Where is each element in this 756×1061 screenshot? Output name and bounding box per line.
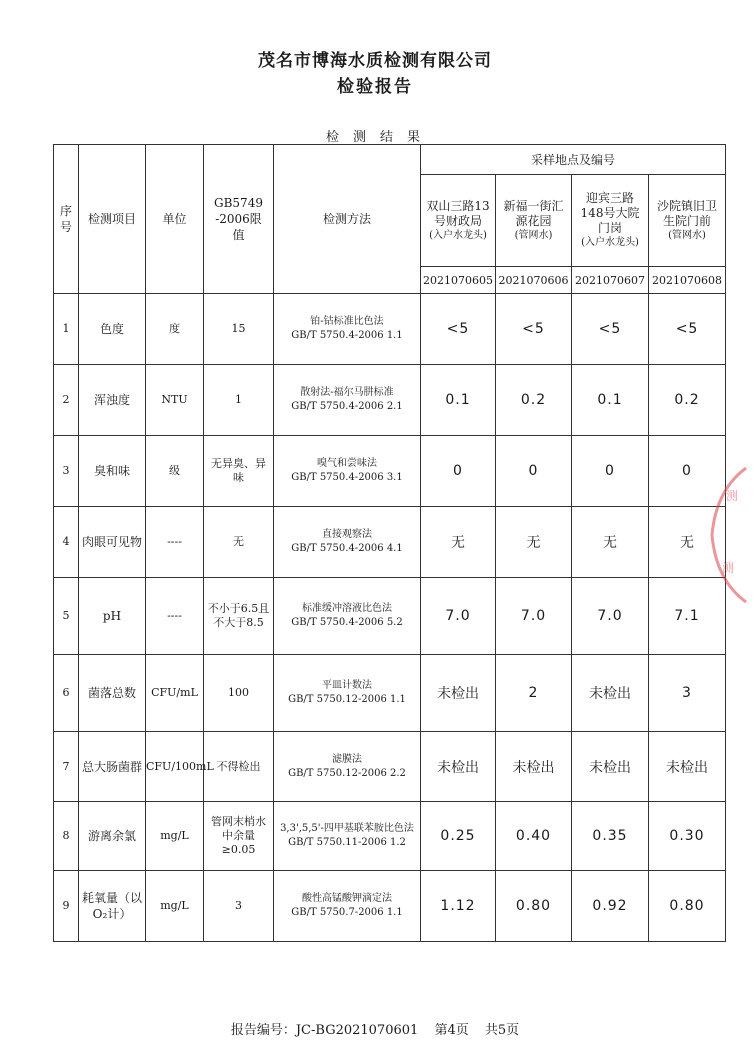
- row-seq: 2: [54, 365, 79, 436]
- result-value: <5: [649, 294, 726, 365]
- method-name: 嗅气和尝味法: [317, 458, 377, 469]
- result-value: 0.1: [572, 365, 649, 436]
- result-value: 0.1: [421, 365, 496, 436]
- method-standard: GB/T 5750.12-2006 2.2: [288, 767, 406, 779]
- row-limit: 15: [204, 294, 274, 365]
- page-number: 第4页: [434, 1023, 469, 1038]
- row-seq: 7: [54, 732, 79, 802]
- result-value: <5: [496, 294, 572, 365]
- row-item-name: 臭和味: [79, 436, 146, 507]
- row-unit: 度: [146, 294, 204, 365]
- row-seq: 5: [54, 578, 79, 655]
- sample-code: 2021070607: [572, 267, 649, 294]
- row-method: [274, 294, 421, 365]
- row-seq: 8: [54, 802, 79, 871]
- result-value: 未检出: [421, 655, 496, 732]
- result-value: 无: [421, 507, 496, 578]
- method-standard: GB/T 5750.12-2006 1.1: [288, 694, 406, 705]
- table-row: [54, 436, 726, 507]
- row-unit: ----: [146, 578, 204, 655]
- result-value: 0.25: [421, 802, 496, 871]
- table-row: [54, 871, 726, 942]
- table-row: [54, 655, 726, 732]
- site-water-type: (管网水): [514, 229, 553, 241]
- method-standard: GB/T 5750.4-2006 3.1: [291, 472, 403, 483]
- result-value: 7.0: [421, 578, 496, 655]
- row-limit: 无: [204, 507, 274, 578]
- result-value: 0.92: [572, 871, 649, 942]
- header-seq: [54, 145, 79, 294]
- result-value: 7.0: [496, 578, 572, 655]
- result-value: 未检出: [421, 732, 496, 802]
- result-value: 无: [496, 507, 572, 578]
- site-water-type: (管网水): [668, 229, 706, 241]
- row-unit: CFU/100mL: [146, 732, 204, 802]
- method-standard: GB/T 5750.11-2006 1.2: [288, 837, 406, 848]
- site-header: [496, 175, 572, 267]
- result-value: 未检出: [572, 655, 649, 732]
- row-limit: 无异臭、异味: [204, 436, 274, 507]
- footer: [0, 1019, 750, 1038]
- method-name: 3,3',5,5'-四甲基联苯胺比色法: [280, 823, 414, 834]
- site-water-type: (入户水龙头): [429, 229, 487, 241]
- row-seq: 6: [54, 655, 79, 732]
- result-value: 无: [572, 507, 649, 578]
- row-seq: 3: [54, 436, 79, 507]
- table-row: [54, 507, 726, 578]
- row-unit: 级: [146, 436, 204, 507]
- row-method: [274, 655, 421, 732]
- method-name: 直接观察法: [322, 529, 372, 540]
- sample-code: 2021070605: [421, 267, 496, 294]
- row-limit: 不得检出: [204, 732, 274, 802]
- table-row: [54, 365, 726, 436]
- row-unit: NTU: [146, 365, 204, 436]
- sample-code: 2021070606: [496, 267, 572, 294]
- row-method: [274, 578, 421, 655]
- result-value: 未检出: [496, 732, 572, 802]
- result-value: 0.40: [496, 802, 572, 871]
- result-value: 0.35: [572, 802, 649, 871]
- row-item-name: 色度: [79, 294, 146, 365]
- site-header: [421, 175, 496, 267]
- red-stamp: [706, 460, 756, 610]
- result-value: 0.80: [649, 871, 726, 942]
- site-header: [649, 175, 726, 267]
- result-value: 1.12: [421, 871, 496, 942]
- method-standard: GB/T 5750.7-2006 1.1: [291, 907, 403, 918]
- svg-text:测: 测: [726, 489, 739, 503]
- result-value: 3: [649, 655, 726, 732]
- method-standard: GB/T 5750.4-2006 1.1: [291, 330, 403, 341]
- site-name: 沙院镇旧卫生院门前: [657, 198, 718, 228]
- header-unit: 单位: [146, 145, 204, 294]
- row-item-name: 肉眼可见物: [79, 507, 146, 578]
- result-value: 0: [572, 436, 649, 507]
- method-name: 散射法-福尔马肼标准: [300, 387, 394, 398]
- result-value: 2: [496, 655, 572, 732]
- result-value: 0: [649, 436, 726, 507]
- table-row: [54, 294, 726, 365]
- table-row: [54, 732, 726, 802]
- header-item: 检测项目: [79, 145, 146, 294]
- result-value: <5: [421, 294, 496, 365]
- section-title: 检测结果: [325, 130, 434, 145]
- method-standard: GB/T 5750.4-2006 4.1: [291, 543, 403, 554]
- result-value: <5: [572, 294, 649, 365]
- row-limit: 3: [204, 871, 274, 942]
- site-name: 迎宾三路148号大院门岗: [580, 191, 640, 235]
- row-method: [274, 732, 421, 802]
- method-name: 铂-钴标准比色法: [310, 316, 384, 327]
- row-method: [274, 802, 421, 871]
- sample-code: 2021070608: [649, 267, 726, 294]
- site-header: [572, 175, 649, 267]
- method-name: 滤膜法: [332, 753, 362, 765]
- header-method: 检测方法: [274, 145, 421, 294]
- table-row: [54, 802, 726, 871]
- header-limit-label: GB5749-2006限值: [214, 196, 263, 242]
- row-limit: 不小于6.5且不大于8.5: [204, 578, 274, 655]
- report-title: 检验报告: [337, 77, 413, 97]
- row-seq: 9: [54, 871, 79, 942]
- row-unit: mg/L: [146, 802, 204, 871]
- method-standard: GB/T 5750.4-2006 2.1: [291, 401, 403, 412]
- result-value: 0.2: [649, 365, 726, 436]
- header-seq-label: 序号: [59, 204, 72, 234]
- row-limit: 100: [204, 655, 274, 732]
- row-seq: 4: [54, 507, 79, 578]
- row-method: [274, 871, 421, 942]
- site-water-type: (入户水龙头): [581, 237, 639, 248]
- row-item-name: 耗氧量（以O₂计）: [79, 871, 146, 942]
- row-unit: CFU/mL: [146, 655, 204, 732]
- row-item-name: 游离余氯: [79, 802, 146, 871]
- row-unit: mg/L: [146, 871, 204, 942]
- company-name: 茂名市博海水质检测有限公司: [258, 51, 492, 71]
- result-value: 未检出: [649, 732, 726, 802]
- table-row: [54, 578, 726, 655]
- method-name: 标准缓冲溶液比色法: [302, 603, 392, 614]
- row-method: [274, 507, 421, 578]
- report-number: 报告编号：JC-BG2021070601: [230, 1023, 419, 1038]
- result-value: 0: [496, 436, 572, 507]
- result-value: 7.1: [649, 578, 726, 655]
- row-method: [274, 436, 421, 507]
- result-value: 0.30: [649, 802, 726, 871]
- method-standard: GB/T 5750.4-2006 5.2: [291, 617, 403, 628]
- row-unit: ----: [146, 507, 204, 578]
- page-total: 共5页: [484, 1023, 520, 1038]
- result-value: 0: [421, 436, 496, 507]
- method-name: 酸性高锰酸钾滴定法: [302, 893, 392, 904]
- row-item-name: 浑浊度: [79, 365, 146, 436]
- result-value: 未检出: [572, 732, 649, 802]
- row-item-name: 菌落总数: [79, 655, 146, 732]
- result-value: 0.2: [496, 365, 572, 436]
- result-value: 7.0: [572, 578, 649, 655]
- row-item-name: 总大肠菌群: [79, 732, 146, 802]
- results-table: [53, 144, 726, 942]
- row-method: [274, 365, 421, 436]
- header-sites-group: 采样地点及编号: [421, 145, 726, 175]
- site-name: 新福一街汇源花园: [503, 198, 564, 228]
- header-limit: [204, 145, 274, 294]
- site-name: 双山三路13号财政局: [426, 198, 490, 228]
- result-value: 无: [649, 507, 726, 578]
- row-limit: 1: [204, 365, 274, 436]
- svg-text:测: 测: [722, 561, 735, 575]
- result-value: 0.80: [496, 871, 572, 942]
- row-item-name: pH: [79, 578, 146, 655]
- row-seq: 1: [54, 294, 79, 365]
- row-limit: 管网末梢水中余量≥0.05: [204, 802, 274, 871]
- method-name: 平皿计数法: [322, 680, 372, 691]
